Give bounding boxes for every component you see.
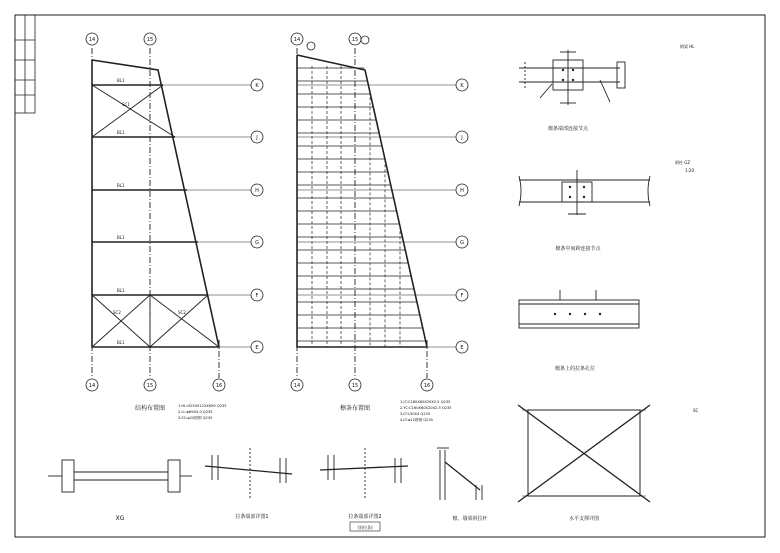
left-top-axis-2: 15 [146,37,154,43]
detail-8-title: 水平支撑详图 [568,516,600,522]
left-row-axis-f: F [255,293,259,299]
left-top-axis-1: 14 [88,37,96,43]
detail-diagonal-tie [437,448,482,500]
left-row-axis-h: H [255,188,259,194]
left-row-axis-j: J [256,135,258,141]
title-strip [15,15,35,113]
detail-tie-end-1 [205,448,292,500]
left-note-2: 2.LL:φ89X3.0 Q235 [178,410,213,414]
svg-text:SC1: SC1 [122,102,130,107]
detail-purlin-end-node [519,50,625,105]
mid-row-axis-j: J [461,135,463,141]
left-note-3: 3.SC:φ20圆钢 Q235 [178,416,213,420]
annotation-scale: 1:20 [685,168,694,173]
left-structural-plan [92,48,257,378]
detail-4-title: XG [115,515,125,522]
detail-6-title: 拉条端部详图2 [348,514,382,520]
mid-bottom-axis-1: 14 [293,383,301,389]
left-plan-title: 结构布置图 [134,405,166,412]
detail-tie-hole-layout [519,290,639,328]
mid-top-axis-1: 14 [293,37,301,43]
left-row-axis-g: G [255,240,259,246]
detail-purlin-mid-node [519,170,650,215]
detail-3-title: 檩条上的拉条孔位 [554,366,596,372]
detail-5-title: 拉条端部详图1 [235,514,269,520]
mid-row-axis-f: F [460,293,464,299]
annotation-top-right-2: 钢柱 GZ [675,160,691,165]
left-row-axis-e: E [255,345,259,351]
mid-note-1: 1.LT:C160X60X20X2.5 Q235 [400,400,451,404]
svg-text:BL1: BL1 [117,340,125,345]
mid-note-4: 4.LT:φ12圆钢 Q235 [400,418,433,422]
left-bottom-axis-2: 15 [146,383,154,389]
mid-note-3: 3.LT:L50X4 Q235 [400,412,431,416]
left-note-1: 1.HL:H250X125X6X9 Q235 [178,404,227,408]
left-bottom-axis-3: 16 [215,383,223,389]
mid-row-axis-k: K [460,83,464,89]
detail-1-title: 檩条端部连接节点 [547,126,589,132]
purlin-grid [297,66,426,347]
detail-6-subtitle: (斜拉条) [357,525,373,530]
detail-tie-end-2 [320,448,408,500]
annotation-bottom-right: SC [693,408,699,413]
svg-text:BL1: BL1 [117,130,125,135]
detail-xg [48,460,192,492]
mid-row-axis-h: H [460,188,464,194]
detail-horizontal-brace [518,405,650,502]
middle-plan-title: 檩条布置图 [339,405,371,412]
left-bottom-axis-1: 14 [88,383,96,389]
svg-text:BL1: BL1 [117,183,125,188]
middle-purlin-plan [297,48,462,378]
mid-top-axis-2: 15 [351,37,359,43]
detail-2-title: 檩条中间跨连接节点 [555,246,601,252]
detail-7-title: 檩、墙梁斜拉杆 [452,516,488,522]
mid-note-2: 2.YC:C160X60X20X2.5 Q235 [400,406,452,410]
svg-text:SC2: SC2 [178,310,186,315]
mid-row-axis-g: G [460,240,464,246]
annotation-top-right-1: 钢梁 HL [680,44,695,49]
left-row-axis-k: K [255,83,259,89]
mid-bottom-axis-2: 15 [351,383,359,389]
svg-text:BL1: BL1 [117,288,125,293]
svg-text:BL1: BL1 [117,235,125,240]
svg-text:SC2: SC2 [113,310,121,315]
mid-row-axis-e: E [460,345,464,351]
mid-bottom-axis-3: 16 [423,383,431,389]
svg-text:BL1: BL1 [117,78,125,83]
